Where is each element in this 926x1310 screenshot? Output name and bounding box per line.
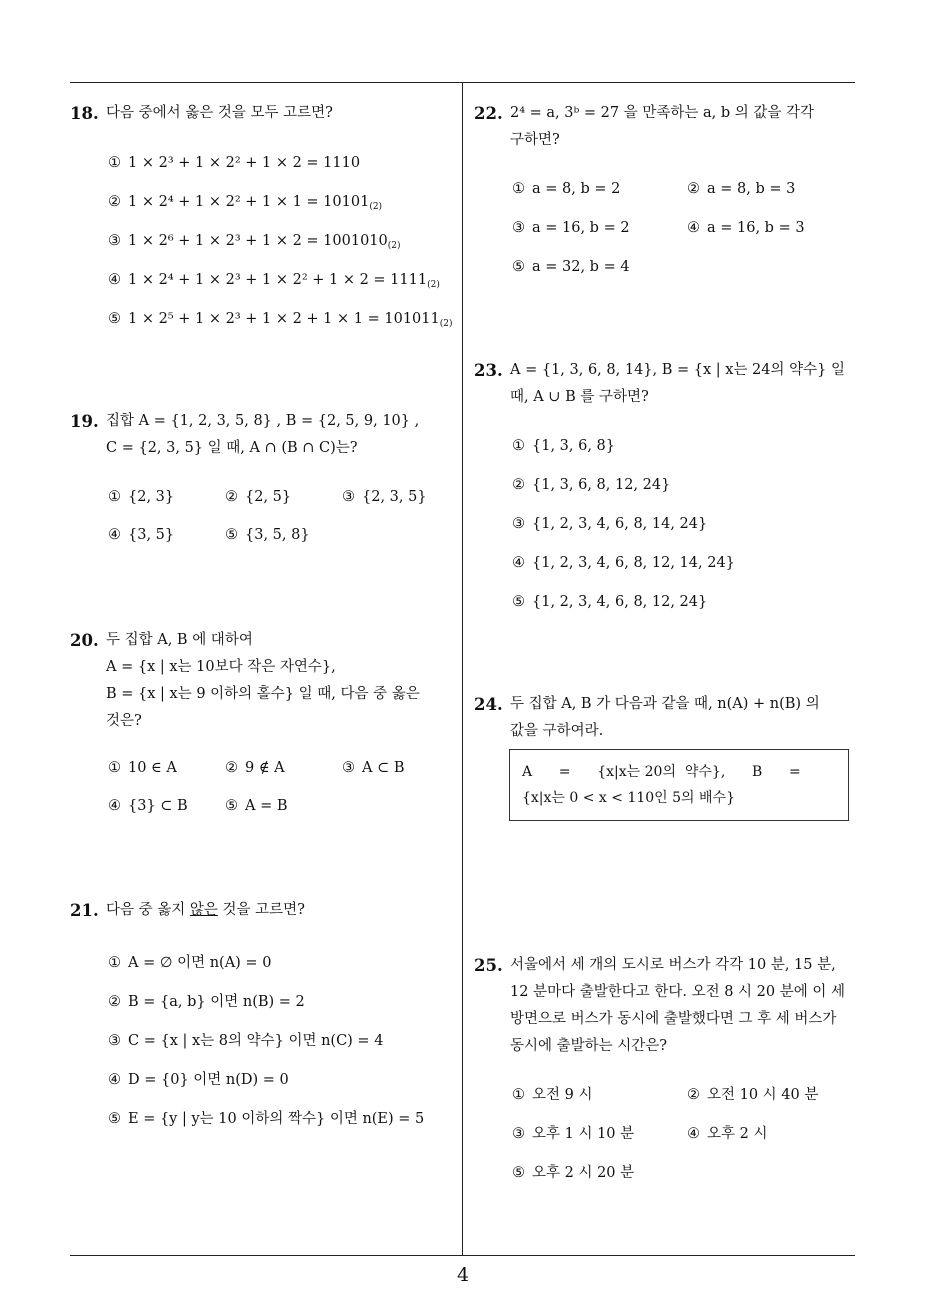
option-2[interactable]: ② {2, 5} — [225, 489, 292, 505]
option-4[interactable]: ④ {3, 5} — [108, 527, 175, 543]
question-text-line-2: 때, A ∪ B 를 구하면? — [510, 389, 649, 405]
page-number: 4 — [456, 1264, 470, 1286]
option-3[interactable]: ③ 오후 1 시 10 분 — [512, 1126, 635, 1142]
column-divider — [462, 83, 463, 1255]
option-5[interactable]: ⑤ E = {y | y는 10 이하의 짝수} 이면 n(E) = 5 — [108, 1111, 425, 1127]
option-4[interactable]: ④ {3} ⊂ B — [108, 798, 188, 814]
question-text-line-2: A = {x | x는 10보다 작은 자연수}, — [106, 659, 336, 675]
question-25 — [474, 952, 854, 1181]
option-2[interactable]: ② 9 ∉ A — [225, 760, 285, 776]
question-18 — [70, 100, 453, 329]
question-number: 25. — [474, 956, 503, 975]
question-text-line-1: 두 집합 A, B 가 다음과 같을 때, n(A) + n(B) 의 — [510, 696, 820, 712]
option-1[interactable]: ① 오전 9 시 — [512, 1087, 593, 1103]
box-line-1: A = {x|x는 20의 약수}, B = — [522, 764, 801, 780]
question-number: 22. — [474, 104, 503, 123]
box-line-2: {x|x는 0 < x < 110인 5의 배수} — [522, 790, 735, 806]
option-5[interactable]: ⑤ $1 \times 2^5 + 1 \times 2^3 + 1 \times 2 + 1 \times 1 = 101011_{(2)}$ — [108, 311, 453, 329]
option-3[interactable]: ③ C = {x | x는 8의 약수} 이면 n(C) = 4 — [108, 1033, 384, 1049]
question-number: 23. — [474, 361, 503, 380]
question-19 — [70, 408, 450, 543]
option-5[interactable]: ⑤ a = 32, b = 4 — [512, 259, 630, 275]
option-4[interactable]: ④ 오후 2 시 — [687, 1126, 768, 1142]
option-5[interactable]: ⑤ 오후 2 시 20 분 — [512, 1165, 635, 1181]
question-text-line-2: 값을 구하여라. — [510, 723, 604, 739]
question-number: 20. — [70, 631, 99, 650]
option-2[interactable]: ② 오전 10 시 40 분 — [687, 1087, 819, 1103]
question-text-line-1: A = {1, 3, 6, 8, 14}, B = {x | x는 24의 약수} 일 — [510, 362, 845, 378]
option-3[interactable]: ③ {1, 2, 3, 4, 6, 8, 14, 24} — [512, 516, 708, 532]
option-1[interactable]: ① A = ∅ 이면 n(A) = 0 — [108, 955, 272, 971]
option-4[interactable]: ④ a = 16, b = 3 — [687, 220, 805, 236]
question-text-line-1: 서울에서 세 개의 도시로 버스가 각각 10 분, 15 분, — [510, 957, 836, 973]
option-3[interactable]: ③ A ⊂ B — [342, 760, 405, 776]
question-number: 24. — [474, 695, 503, 714]
option-1[interactable]: ① 10 ∈ A — [108, 760, 177, 776]
question-22 — [474, 100, 854, 275]
bottom-rule — [70, 1255, 855, 1256]
question-number: 18. — [70, 104, 99, 123]
option-4[interactable]: ④ D = {0} 이면 n(D) = 0 — [108, 1072, 289, 1088]
option-2[interactable]: ② B = {a, b} 이면 n(B) = 2 — [108, 994, 305, 1010]
question-text-line-3: B = {x | x는 9 이하의 홀수} 일 때, 다음 중 옳은 — [106, 686, 420, 702]
option-5[interactable]: ⑤ A = B — [225, 798, 288, 814]
question-text-line-2: 구하면? — [510, 132, 560, 148]
option-4[interactable]: ④ {1, 2, 3, 4, 6, 8, 12, 14, 24} — [512, 555, 735, 571]
underlined-word: 않은 — [189, 902, 218, 918]
question-text-line-2: C = {2, 3, 5} 일 때, A ∩ (B ∩ C)는? — [106, 440, 358, 456]
option-1[interactable]: ① {2, 3} — [108, 489, 175, 505]
option-5[interactable]: ⑤ {1, 2, 3, 4, 6, 8, 12, 24} — [512, 594, 708, 610]
question-text: 다음 중 옳지 않은 것을 고르면? — [106, 902, 305, 918]
question-text-line-4: 동시에 출발하는 시간은? — [510, 1038, 668, 1054]
question-number: 21. — [70, 901, 99, 920]
option-1[interactable]: ① {1, 3, 6, 8} — [512, 438, 616, 454]
question-24 — [474, 691, 854, 745]
option-3[interactable]: ③ $1 \times 2^6 + 1 \times 2^3 + 1 \times 2 = 1001010_{(2)}$ — [108, 233, 401, 251]
option-5[interactable]: ⑤ {3, 5, 8} — [225, 527, 310, 543]
option-2[interactable]: ② a = 8, b = 3 — [687, 181, 796, 197]
option-4[interactable]: ④ $1 \times 2^4 + 1 \times 2^3 + 1 \times 2^2 + 1 \times 2 = 1111_{(2)}$ — [108, 272, 440, 290]
option-1[interactable]: ① a = 8, b = 2 — [512, 181, 621, 197]
question-21 — [70, 897, 450, 1127]
option-2[interactable]: ② $1 \times 2^4 + 1 \times 2^2 + 1 \times 1 = 10101_{(2)}$ — [108, 194, 383, 212]
question-text: 다음 중에서 옳은 것을 모두 고르면? — [106, 105, 333, 121]
question-text-line-2: 12 분마다 출발한다고 한다. 오전 8 시 20 분에 이 세 — [510, 984, 845, 1000]
option-2[interactable]: ② {1, 3, 6, 8, 12, 24} — [512, 477, 671, 493]
question-number: 19. — [70, 412, 99, 431]
option-3[interactable]: ③ {2, 3, 5} — [342, 489, 427, 505]
option-1[interactable]: ① 1 × 2³ + 1 × 2² + 1 × 2 = 1110 — [108, 155, 361, 171]
question-text-line-1: 2⁴ = a, 3ᵇ = 27 을 만족하는 a, b 의 값을 각각 — [510, 105, 814, 121]
option-3[interactable]: ③ a = 16, b = 2 — [512, 220, 630, 236]
set-definition-box — [509, 749, 849, 821]
question-text-line-3: 방면으로 버스가 동시에 출발했다면 그 후 세 버스가 — [510, 1011, 837, 1027]
question-text-line-4: 것은? — [106, 713, 142, 729]
question-23 — [474, 357, 854, 611]
question-text-line-1: 두 집합 A, B 에 대하여 — [106, 632, 253, 648]
question-20 — [70, 627, 450, 814]
question-text-line-1: 집합 A = {1, 2, 3, 5, 8} , B = {2, 5, 9, 10} , — [106, 413, 420, 429]
